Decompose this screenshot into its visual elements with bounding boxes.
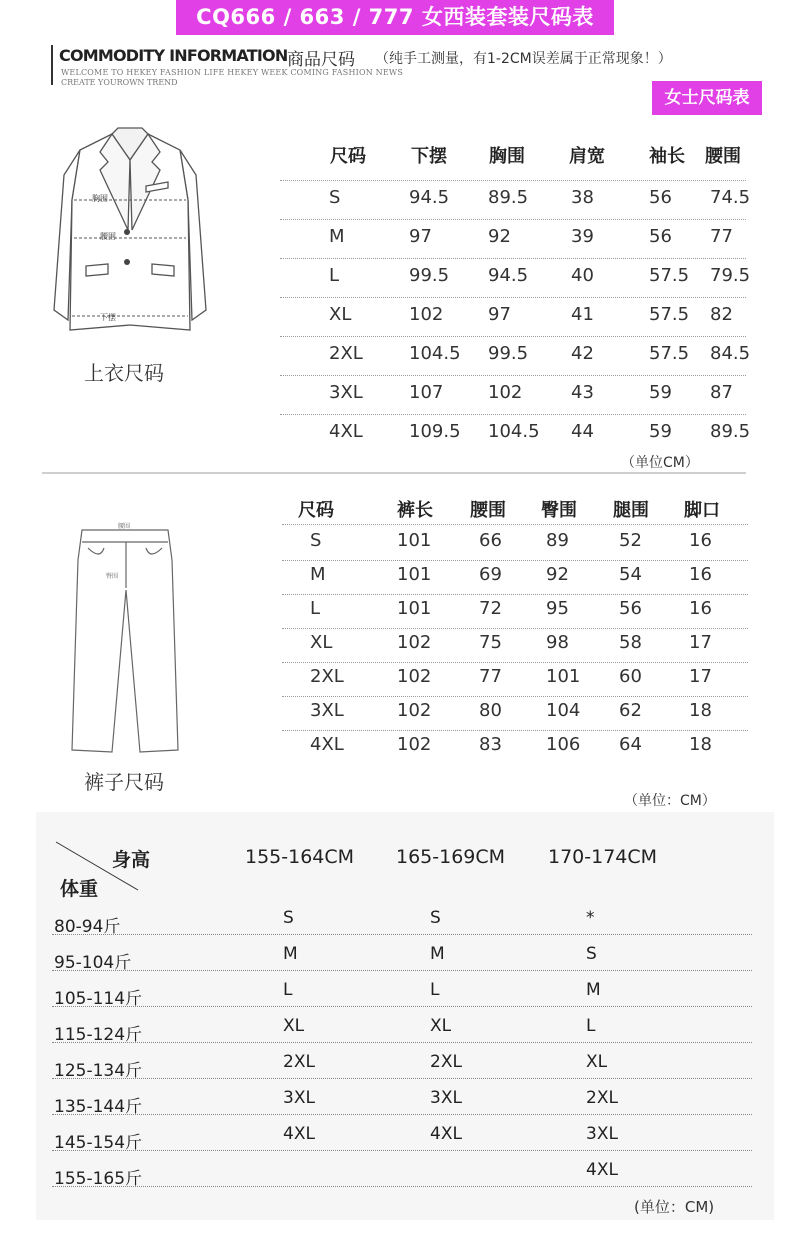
pants-cell: 52	[619, 530, 642, 551]
pants-cell: 16	[689, 564, 712, 585]
page-banner: CQ666 / 663 / 777 女西装套装尺码表	[176, 0, 614, 35]
jacket-cell: 39	[571, 226, 594, 247]
pants-cell: 95	[546, 598, 569, 619]
row-divider	[52, 1150, 752, 1151]
recommended-size: *	[586, 908, 595, 928]
jacket-cell: 79.5	[710, 265, 751, 286]
row-divider	[282, 628, 748, 629]
pants-cell: 62	[619, 700, 642, 721]
recommended-size: XL	[586, 1052, 608, 1072]
womens-size-badge: 女士尺码表	[652, 81, 762, 115]
jacket-caption: 上衣尺码	[84, 361, 164, 385]
pants-cell: 54	[619, 564, 642, 585]
commodity-title-cn: 商品尺码	[287, 50, 355, 70]
recommended-size: S	[430, 908, 441, 928]
jacket-cell: 109.5	[409, 421, 461, 442]
pants-cell: S	[310, 530, 322, 551]
jacket-cell: 97	[488, 304, 511, 325]
pants-cell: 58	[619, 632, 642, 653]
pants-cell: 104	[546, 700, 581, 721]
corner-weight-label: 体重	[60, 878, 99, 900]
pants-cell: 16	[689, 530, 712, 551]
recommended-size: L	[430, 980, 440, 1000]
row-divider	[282, 662, 748, 663]
waist-label: 腰围	[100, 232, 116, 241]
jacket-cell: 102	[488, 382, 523, 403]
pants-hip-label: 臀围	[106, 573, 119, 580]
section-divider	[42, 472, 746, 474]
height-col-3: 170-174CM	[548, 846, 658, 868]
pants-cell: 75	[479, 632, 502, 653]
heading-accent-bar	[51, 45, 53, 85]
pants-cell: 102	[397, 734, 432, 755]
row-divider	[280, 414, 746, 415]
recommended-size: M	[283, 944, 298, 964]
jacket-cell: 59	[649, 382, 672, 403]
pants-cell: 83	[479, 734, 502, 755]
row-divider	[52, 1042, 752, 1043]
jacket-cell: 56	[649, 226, 672, 247]
row-divider	[282, 696, 748, 697]
recommended-size: M	[586, 980, 601, 1000]
jacket-header-waist: 腰围	[705, 146, 741, 167]
jacket-cell: 84.5	[710, 343, 751, 364]
pants-header-thigh: 腿围	[613, 500, 649, 521]
jacket-cell: 82	[710, 304, 733, 325]
pants-cell: 56	[619, 598, 642, 619]
brand-subtitle-line1: WELCOME TO HEKEY FASHION LIFE HEKEY WEEK COMING FASHION NEWS	[61, 68, 404, 77]
jacket-cell: 94.5	[409, 187, 450, 208]
pants-header-hem: 脚口	[684, 500, 720, 521]
jacket-cell: 41	[571, 304, 594, 325]
row-divider	[52, 970, 752, 971]
jacket-cell: S	[329, 187, 341, 208]
recommended-size: L	[586, 1016, 596, 1036]
pants-header-size: 尺码	[298, 500, 334, 521]
recommended-size: 4XL	[430, 1124, 462, 1144]
measurement-note: （纯手工测量，有1-2CM误差属于正常现象！）	[375, 51, 672, 67]
jacket-cell: 38	[571, 187, 594, 208]
pants-cell: 89	[546, 530, 569, 551]
row-divider	[52, 934, 752, 935]
weight-range: 155-165斤	[54, 1169, 143, 1189]
jacket-cell: 89.5	[710, 421, 751, 442]
jacket-cell: 2XL	[329, 343, 363, 364]
row-divider	[282, 730, 748, 731]
recommended-size: 2XL	[430, 1052, 462, 1072]
weight-range: 125-134斤	[54, 1061, 143, 1081]
jacket-cell: 102	[409, 304, 444, 325]
jacket-header-chest: 胸围	[489, 146, 525, 167]
pants-cell: 72	[479, 598, 502, 619]
jacket-cell: 99.5	[409, 265, 450, 286]
recommended-size: 4XL	[586, 1160, 618, 1180]
recommended-size: 2XL	[283, 1052, 315, 1072]
pants-cell: 98	[546, 632, 569, 653]
recommended-size: M	[430, 944, 445, 964]
jacket-cell: 104.5	[409, 343, 461, 364]
row-divider	[52, 1078, 752, 1079]
jacket-cell: 74.5	[710, 187, 751, 208]
pants-cell: 101	[397, 530, 432, 551]
pants-cell: 106	[546, 734, 581, 755]
weight-range: 95-104斤	[54, 953, 132, 973]
pants-cell: 101	[546, 666, 581, 687]
pants-cell: 18	[689, 734, 712, 755]
jacket-cell: 104.5	[488, 421, 540, 442]
pants-cell: 60	[619, 666, 642, 687]
jacket-cell: 40	[571, 265, 594, 286]
fit-unit-note: (单位：CM)	[634, 1198, 715, 1216]
pants-diagram	[60, 520, 190, 760]
jacket-cell: 97	[409, 226, 432, 247]
jacket-diagram	[50, 120, 210, 345]
jacket-cell: 94.5	[488, 265, 529, 286]
row-divider	[280, 375, 746, 376]
row-divider	[52, 1186, 752, 1187]
recommended-size: S	[586, 944, 597, 964]
recommended-size: 4XL	[283, 1124, 315, 1144]
corner-height-label: 身高	[112, 849, 151, 871]
jacket-cell: 77	[710, 226, 733, 247]
jacket-cell: 42	[571, 343, 594, 364]
jacket-header-size: 尺码	[330, 146, 366, 167]
pants-cell: 102	[397, 700, 432, 721]
jacket-cell: 57.5	[649, 343, 690, 364]
hem-label: 下摆	[100, 313, 116, 322]
jacket-cell: 3XL	[329, 382, 363, 403]
pants-cell: 66	[479, 530, 502, 551]
jacket-cell: 89.5	[488, 187, 529, 208]
jacket-cell: 92	[488, 226, 511, 247]
pants-cell: 101	[397, 598, 432, 619]
pants-caption: 裤子尺码	[84, 770, 164, 794]
pants-header-length: 裤长	[397, 500, 433, 521]
row-divider	[52, 1006, 752, 1007]
jacket-cell: 56	[649, 187, 672, 208]
pants-cell: 77	[479, 666, 502, 687]
jacket-cell: 4XL	[329, 421, 363, 442]
height-col-1: 155-164CM	[245, 846, 355, 868]
height-col-2: 165-169CM	[396, 846, 506, 868]
pants-waist-label: 腰围	[118, 523, 131, 530]
row-divider	[280, 258, 746, 259]
jacket-cell: L	[329, 265, 340, 286]
brand-subtitle-line2: CREATE YOUROWN TREND	[61, 78, 178, 87]
recommended-size: 3XL	[283, 1088, 315, 1108]
pants-cell: 17	[689, 632, 712, 653]
pants-unit-note: （单位：CM）	[624, 793, 716, 809]
commodity-title-en: COMMODITY INFORMATION	[59, 46, 288, 65]
jacket-cell: 43	[571, 382, 594, 403]
pants-cell: 64	[619, 734, 642, 755]
weight-range: 135-144斤	[54, 1097, 143, 1117]
pants-cell: 18	[689, 700, 712, 721]
pants-cell: 102	[397, 666, 432, 687]
pants-cell: 17	[689, 666, 712, 687]
pants-cell: 4XL	[310, 734, 344, 755]
pants-cell: 3XL	[310, 700, 344, 721]
row-divider	[282, 594, 748, 595]
pants-header-hip: 臀围	[541, 500, 577, 521]
jacket-cell: 107	[409, 382, 444, 403]
row-divider	[282, 560, 748, 561]
row-divider	[280, 297, 746, 298]
jacket-cell: 57.5	[649, 304, 690, 325]
pants-cell: 102	[397, 632, 432, 653]
recommended-size: XL	[430, 1016, 452, 1036]
chest-label: 胸围	[92, 194, 108, 203]
weight-range: 115-124斤	[54, 1025, 143, 1045]
jacket-cell: XL	[329, 304, 352, 325]
pants-cell: 101	[397, 564, 432, 585]
row-divider	[280, 336, 746, 337]
weight-range: 145-154斤	[54, 1133, 143, 1153]
jacket-unit-note: （单位CM）	[621, 455, 699, 471]
row-divider	[52, 1114, 752, 1115]
pants-header-waist: 腰围	[470, 500, 506, 521]
recommended-size: S	[283, 908, 294, 928]
recommended-size: XL	[283, 1016, 305, 1036]
jacket-cell: 57.5	[649, 265, 690, 286]
recommended-size: 2XL	[586, 1088, 618, 1108]
jacket-cell: M	[329, 226, 345, 247]
pants-cell: L	[310, 598, 321, 619]
pants-cell: 92	[546, 564, 569, 585]
jacket-header-hem: 下摆	[411, 146, 447, 167]
weight-range: 80-94斤	[54, 917, 121, 937]
recommended-size: L	[283, 980, 293, 1000]
jacket-cell: 87	[710, 382, 733, 403]
pants-cell: 2XL	[310, 666, 344, 687]
pants-cell: XL	[310, 632, 333, 653]
jacket-header-sleeve: 袖长	[649, 146, 685, 167]
weight-range: 105-114斤	[54, 989, 143, 1009]
jacket-cell: 99.5	[488, 343, 529, 364]
jacket-cell: 44	[571, 421, 594, 442]
fit-guide-panel	[36, 812, 774, 1220]
pants-cell: 69	[479, 564, 502, 585]
pants-cell: 16	[689, 598, 712, 619]
jacket-cell: 59	[649, 421, 672, 442]
recommended-size: 3XL	[586, 1124, 618, 1144]
jacket-header-shoulder: 肩宽	[569, 146, 605, 167]
row-divider	[280, 219, 746, 220]
pants-cell: 80	[479, 700, 502, 721]
pants-cell: M	[310, 564, 326, 585]
recommended-size: 3XL	[430, 1088, 462, 1108]
